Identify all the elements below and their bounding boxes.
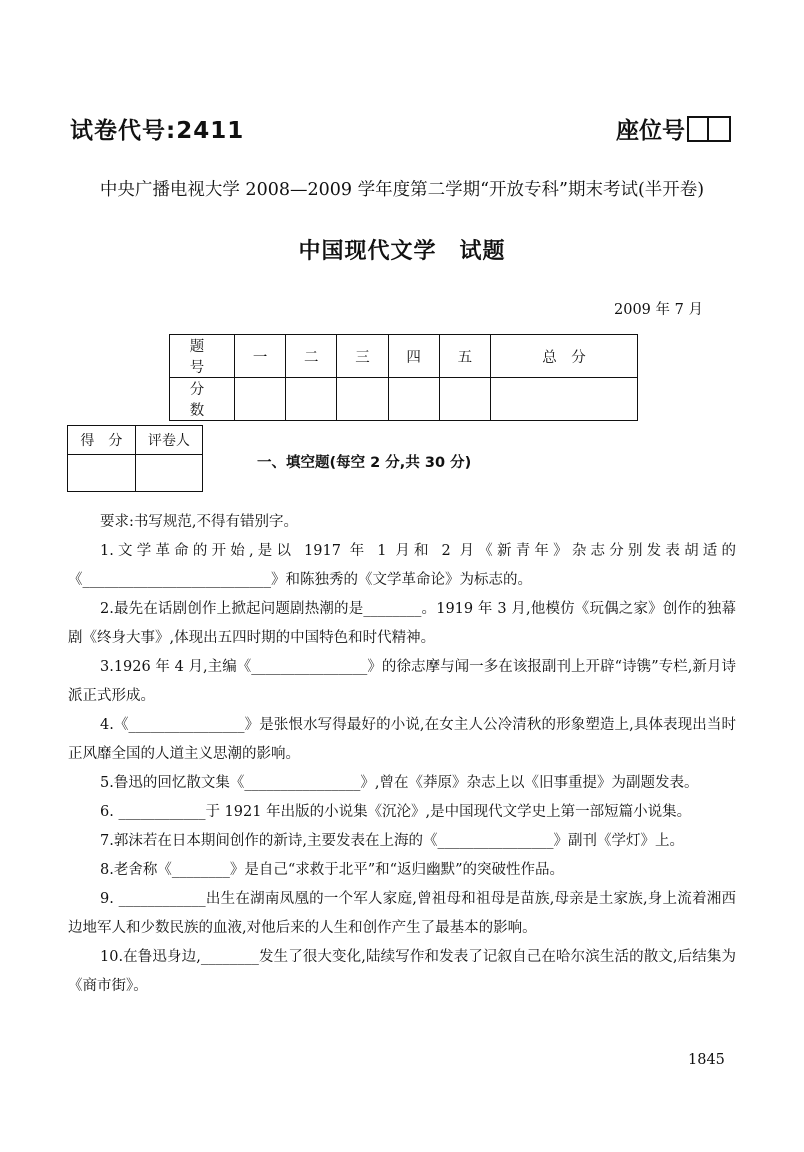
question-item: 9. ____________出生在湖南凤凰的一个军人家庭,曾祖母和祖母是苗族,母亲是土家族,身上流着湘西边地军人和少数民族的血液,对他后来的人生和创作产生了最基本的影响。 bbox=[68, 891, 736, 936]
grader-entry-cell bbox=[68, 455, 136, 492]
grader-table bbox=[67, 425, 203, 492]
grader-entry-cell bbox=[135, 455, 202, 492]
score-table-score-row bbox=[170, 378, 638, 421]
seat-label: 座位号 bbox=[616, 118, 685, 144]
question-item: 6. ____________于 1921 年出版的小说集《沉沦》,是中国现代文学史上第一部短篇小说集。 bbox=[100, 804, 692, 820]
score-table-cell: 三 bbox=[337, 335, 388, 378]
score-entry-cell bbox=[490, 378, 637, 421]
score-entry-cell bbox=[337, 378, 388, 421]
exam-code: 试卷代号:2411 bbox=[70, 118, 245, 144]
score-table-cell: 二 bbox=[286, 335, 337, 378]
grader-table-header-row bbox=[68, 426, 203, 455]
seat-boxes bbox=[687, 116, 731, 142]
question-item: 2.最先在话剧创作上掀起问题剧热潮的是________。1919 年 3 月,他模仿《玩偶之家》创作的独幕剧《终身大事》,体现出五四时期的中国特色和时代精神。 bbox=[68, 601, 736, 646]
question-body bbox=[68, 508, 736, 1001]
grader-table-grader-label: 评卷人 bbox=[135, 426, 202, 455]
score-table-cell: 一 bbox=[235, 335, 286, 378]
score-table-cell: 四 bbox=[388, 335, 439, 378]
question-item: 7.郭沫若在日本期间创作的新诗,主要发表在上海的《________________》副刊《学灯》上。 bbox=[100, 833, 684, 849]
score-table-cell: 题 号 bbox=[170, 335, 235, 378]
exam-title: 中国现代文学 试题 bbox=[298, 239, 506, 264]
section-title: 一、填空题(每空 2 分,共 30 分) bbox=[257, 455, 472, 471]
grader-table-score-label: 得 分 bbox=[68, 426, 136, 455]
score-table-cell: 总 分 bbox=[490, 335, 637, 378]
score-entry-cell bbox=[439, 378, 490, 421]
university-line: 中央广播电视大学 2008—2009 学年度第二学期“开放专科”期末考试(半开卷) bbox=[99, 180, 705, 200]
score-table-cell: 分 数 bbox=[170, 378, 235, 421]
seat-number-field bbox=[616, 112, 731, 145]
question-item: 3.1926 年 4 月,主编《________________》的徐志摩与闻一多在该报副刊上开辟“诗镌”专栏,新月诗派正式形成。 bbox=[68, 659, 736, 704]
score-entry-cell bbox=[235, 378, 286, 421]
grader-table-entry-row bbox=[68, 455, 203, 492]
question-item: 5.鲁迅的回忆散文集《________________》,曾在《莽原》杂志上以《旧事重提》为副题发表。 bbox=[100, 775, 699, 791]
score-entry-cell bbox=[286, 378, 337, 421]
score-table-cell: 五 bbox=[439, 335, 490, 378]
question-item: 4.《________________》是张恨水写得最好的小说,在女主人公冷清秋的形象塑造上,具体表现出当时正风靡全国的人道主义思潮的影响。 bbox=[68, 717, 736, 762]
question-item: 8.老舍称《________》是自己“求救于北平”和“返归幽默”的突破性作品。 bbox=[100, 862, 564, 878]
score-table bbox=[169, 334, 638, 421]
seat-box bbox=[687, 116, 709, 142]
page-number: 1845 bbox=[688, 1052, 725, 1068]
exam-date: 2009 年 7 月 bbox=[614, 302, 703, 318]
score-table-header-row bbox=[170, 335, 638, 378]
seat-box bbox=[709, 116, 731, 142]
question-item: 10.在鲁迅身边,________发生了很大变化,陆续写作和发表了记叙自己在哈尔滨生活的散文,后结集为《商市街》。 bbox=[68, 949, 736, 994]
score-entry-cell bbox=[388, 378, 439, 421]
requirement-text: 要求:书写规范,不得有错别字。 bbox=[100, 514, 298, 530]
question-item: 1.文学革命的开始,是以 1917 年 1 月和 2 月《新青年》杂志分别发表胡适的《__________________________》和陈独秀的《文学革命论》为标志的。 bbox=[68, 543, 736, 588]
